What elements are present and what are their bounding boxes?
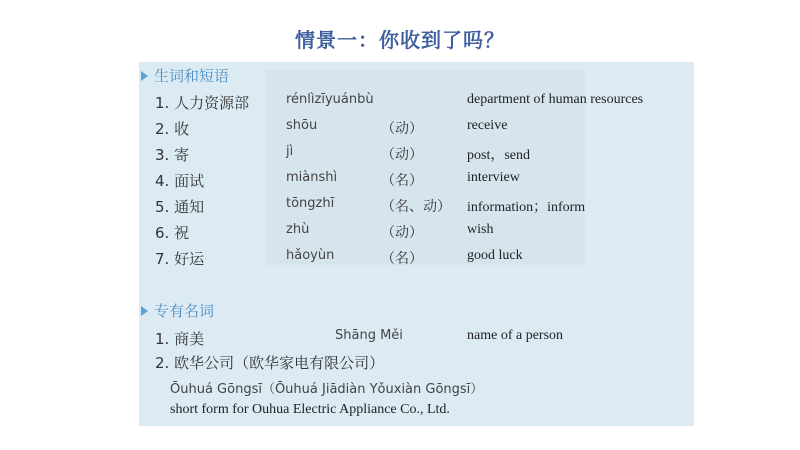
triangle-icon [141,71,148,81]
vocab-pos: （名、动） [381,199,451,215]
vocab-english: information；inform [467,200,586,215]
proper-english: name of a person [467,328,564,343]
vocab-pos: （动） [381,225,423,241]
triangle-icon [141,306,148,316]
vocab-pinyin: miànshì [286,170,338,185]
vocab-word: 2. 收 [155,120,190,138]
vocab-word: 6. 祝 [155,224,190,242]
vocab-word: 5. 通知 [155,198,205,216]
vocab-pinyin: shōu [286,118,318,133]
vocab-pinyin: zhù [286,222,310,237]
vocab-item [0,118,800,142]
proper-pinyin: Shāng Měi [335,328,403,343]
vocab-heading: 生词和短语 [154,67,230,85]
proper-item-1 [0,328,800,352]
vocab-item [0,248,800,272]
proper-word: 1. 商美 [155,330,205,348]
vocab-pos: （名） [381,251,423,267]
proper-english-2: short form for Ouhua Electric Appliance Co., Ltd. [170,402,450,417]
vocab-item [0,144,800,168]
vocab-english: wish [467,222,494,237]
vocab-pos: （名） [381,173,423,189]
proper-pinyin-2: Ōuhuá Gōngsī（Ōuhuá Jiādiàn Yǒuxiàn Gōngsī） [170,382,484,397]
vocab-pinyin: jì [286,144,294,159]
vocab-word: 3. 寄 [155,146,190,164]
vocab-word: 1. 人力资源部 [155,94,250,112]
proper-section-header [141,300,214,321]
vocab-item [0,222,800,246]
vocab-pinyin: tōngzhī [286,196,335,211]
vocab-word: 4. 面试 [155,172,205,190]
page-title: 情景一：你收到了吗？ [295,28,505,52]
vocab-english: receive [467,118,508,133]
vocab-pinyin: rénlìzīyuánbù [286,92,374,107]
vocab-pos: （动） [381,147,423,163]
vocab-word: 7. 好运 [155,250,205,268]
vocab-english: department of human resources [467,92,644,107]
vocab-english: good luck [467,248,523,263]
vocab-item [0,92,800,116]
vocab-section-header [141,65,229,86]
vocab-english: interview [467,170,520,185]
vocab-pos: （动） [381,121,423,137]
vocab-item [0,196,800,220]
vocab-pinyin: hǎoyùn [286,248,335,263]
vocab-english: post，send [467,148,530,163]
proper-word-2: 2. 欧华公司（欧华家电有限公司） [155,354,385,372]
proper-heading: 专有名词 [154,302,215,320]
vocab-item [0,170,800,194]
